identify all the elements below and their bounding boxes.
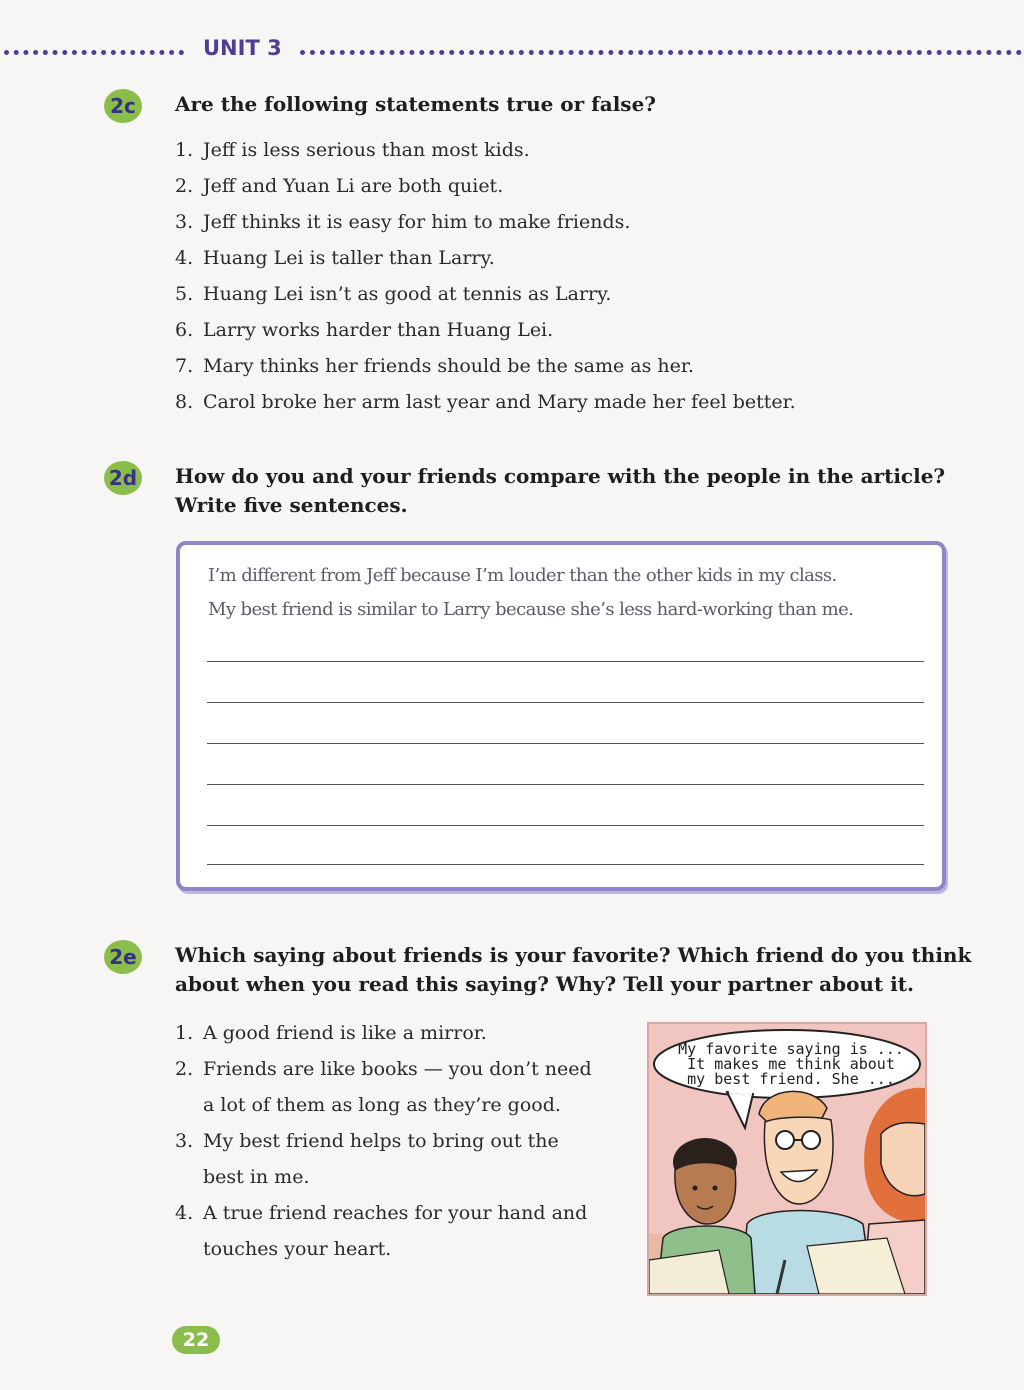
list-item [175, 1123, 625, 1195]
item-text: Huang Lei is taller than Larry. [203, 247, 495, 269]
heading-line: How do you and your friends compare with the people in the article? [175, 464, 946, 488]
writing-line[interactable] [207, 661, 924, 662]
section-2d-heading [175, 462, 945, 520]
list-item [175, 384, 796, 420]
header-dotted-rule-right [300, 50, 1022, 55]
section-badge-2d: 2d [104, 461, 142, 495]
list-item [175, 1195, 625, 1267]
list-item [175, 204, 796, 240]
unit-header [0, 32, 1024, 72]
item-number: 4. [175, 1202, 194, 1224]
item-text: Carol broke her arm last year and Mary made her feel better. [203, 391, 796, 413]
list-item [175, 348, 796, 384]
section-badge-2c: 2c [104, 89, 142, 123]
header-dotted-rule-left [4, 50, 184, 55]
item-number: 1. [175, 1022, 194, 1044]
item-number: 7. [175, 355, 194, 377]
item-number: 5. [175, 283, 194, 305]
list-item [175, 312, 796, 348]
list-item [175, 132, 796, 168]
writing-line[interactable] [207, 864, 924, 865]
item-number: 2. [175, 175, 194, 197]
item-text: Jeff is less serious than most kids. [203, 139, 530, 161]
item-text-continued: best in me. [203, 1166, 310, 1188]
item-text-continued: touches your heart. [203, 1238, 392, 1260]
bubble-line: It makes me think about [687, 1055, 895, 1073]
item-number: 3. [175, 1130, 194, 1152]
item-text: Jeff thinks it is easy for him to make friends. [203, 211, 631, 233]
item-number: 1. [175, 139, 194, 161]
writing-line[interactable] [207, 743, 924, 744]
item-text: My best friend helps to bring out the [203, 1130, 559, 1152]
item-number: 2. [175, 1058, 194, 1080]
writing-line[interactable] [207, 702, 924, 703]
item-number: 3. [175, 211, 194, 233]
cartoon-illustration [647, 1022, 927, 1296]
list-item [175, 276, 796, 312]
writing-box [176, 541, 946, 891]
item-text: Mary thinks her friends should be the same as her. [203, 355, 694, 377]
heading-line: Which saying about friends is your favorite? Which friend do you think [175, 943, 972, 967]
section-2e-heading [175, 941, 971, 999]
item-number: 4. [175, 247, 194, 269]
item-number: 6. [175, 319, 194, 341]
writing-line[interactable] [207, 784, 924, 785]
item-text: A good friend is like a mirror. [203, 1022, 487, 1044]
item-number: 8. [175, 391, 194, 413]
list-item [175, 240, 796, 276]
item-text: Larry works harder than Huang Lei. [203, 319, 554, 341]
item-text: A true friend reaches for your hand and [203, 1202, 588, 1224]
speech-bubble-text [671, 1042, 911, 1087]
example-sentence: I’m different from Jeff because I’m louder than the other kids in my class. [208, 565, 837, 586]
list-item [175, 168, 796, 204]
writing-line[interactable] [207, 825, 924, 826]
list-item [175, 1015, 625, 1051]
section-badge-2e: 2e [104, 940, 142, 974]
list-item [175, 1051, 625, 1123]
bubble-line: my best friend. She ... [687, 1070, 895, 1088]
item-text: Friends are like books — you don’t need [203, 1058, 592, 1080]
section-2c-heading: Are the following statements true or false? [175, 92, 657, 116]
page-number: 22 [172, 1326, 220, 1354]
item-text: Jeff and Yuan Li are both quiet. [203, 175, 504, 197]
item-text-continued: a lot of them as long as they’re good. [203, 1094, 561, 1116]
heading-line: Write five sentences. [175, 493, 408, 517]
item-text: Huang Lei isn’t as good at tennis as Larry. [203, 283, 612, 305]
unit-title: UNIT 3 [203, 36, 282, 60]
statements-list [175, 132, 796, 420]
heading-line: about when you read this saying? Why? Tell your partner about it. [175, 972, 914, 996]
sayings-list [175, 1015, 625, 1267]
bubble-line: My favorite saying is ... [678, 1040, 904, 1058]
example-sentence: My best friend is similar to Larry because she’s less hard-working than me. [208, 599, 854, 620]
